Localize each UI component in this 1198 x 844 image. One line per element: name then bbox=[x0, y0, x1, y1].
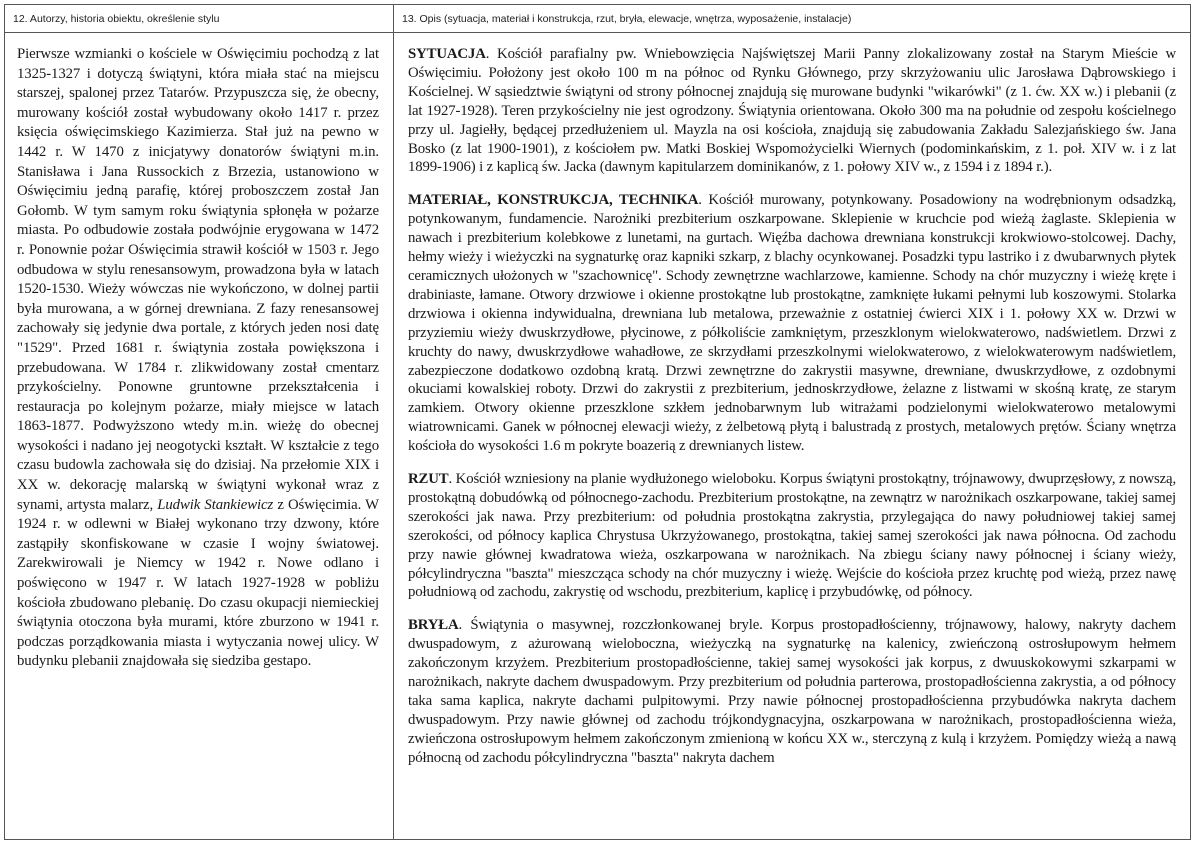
section-heading: SYTUACJA bbox=[408, 46, 486, 62]
right-column-header: 13. Opis (sytuacja, materiał i konstrukcja, rzut, bryła, elewacje, wnętrza, wyposażenie, instalacje) bbox=[394, 5, 1190, 33]
section-heading: RZUT bbox=[408, 471, 449, 488]
section-heading: BRYŁA bbox=[408, 617, 459, 634]
section-body: . Kościół murowany, potynkowany. Posadowiony na wodrębnionym odsadzką, potynkowanym, fundamencie. Narożniki prezbiterium oszkarpowane. Sklepienie w kruchcie pod wieżą żaglaste. Sklepienia w nawach i prezbiterium kolebkowe z lunetami, na gurtach. Więźba dachowa drewniana konstrukcji krokwiowo-stolcowej. Dachy, hełmy wieży i wieżyczki na sygnaturkę oraz kapniki szkarp, z blachy ocynkowanej. Posadzki typu lastriko i z dwubarwnych płytek ceramicznych ułożonych w "szachownicę". Schody zewnętrzne wachlarzowe, kamienne. Schody na chór muzyczny i wieżę kręte i drabiniaste, łamane. Otwory drzwiowe i okienne prostokątne lub prostokątne, zamknięte łukami pełnymi lub koszowymi. Stolarka drzwiowa i okienna indywidualna, drewniana lub metalowa, przeważnie z ostatniej ćwierci XIX i 1. połowy XX w. Drzwi w przyziemiu wieży dwuskrzydłowe, płycinowe, z półkoliście zamkniętym, przeszklonym wielokwaterowo, nadświetlem. Drzwi z kruchty do nawy, dwuskrzydłowe wahadłowe, ze skrzydłami przeszkolnymi wielokwaterowo, z wielokwaterowym nadświetlem, zabezpieczone dodatkowo ozdobną kratą. Drzwi zewnętrzne do zakrystii masywne, drewniane, dwuskrzydłowe, z ozdobnymi okuciami kowalskiej roboty. Drzwi do zakrystii z prezbiterium, jednoskrzydłowe, żelazne z listwami w skośną kratę, ze starym zamkiem. Otwory okienne przeszklone szkłem jednobarwnym lub witrażami podzielonymi wielokwaterowo metalowymi wiatrownicami. Ganek w północnej elewacji wieży, z żelbetową płytą i balustradą z prostych, metalowych prętów. Ściany wnętrza kościoła do wysokości 1.6 m pokryte boazerią z drewnianych listew. bbox=[408, 192, 1177, 455]
section-body: . Kościół parafialny pw. Wniebowzięcia Najświętszej Marii Panny zlokalizowany został na Starym Mieście w Oświęcimiu. Położony jest około 100 m na północ od Rynku Głównego, przy skrzyżowaniu ulic Jarosława Dąbrowskiego i Kościelnej. W sąsiedztwie świątyni od strony północnej znajdują się murowane budynki "wikarówki" (z 1. ćw. XX w.) i plebanii (z lat 1927-1928). Teren przykościelny nie jest ogrodzony. Świątynia orientowana. Około 300 ma na południe od zespołu kościelnego przy ul. Jagiełły, będącej przedłużeniem ul. Mayzla na osi kościoła, znajdują się zabudowania Zakładu Salezjańskiego św. Jana Bosko (z lat 1900-1901), z kościołem pw. Matki Boskiej Wspomożycielki Wiernych (podominkańskim, z 1. poł. XIV w. i z lat 1899-1906) i z kaplicą św. Jacka (dawnym kapitularzem dominikanów, z 1. połowy XIV w., z 1594 i z 1894 r.). bbox=[408, 46, 1176, 176]
section-body: . Świątynia o masywnej, rozczłonkowanej bryle. Korpus prostopadłościenny, trójnawowy, halowy, nakryty dachem dwuspadowym, z ażurowaną wieloboczna, wieżyczką na sygnaturkę na kalenicy, zwieńczoną ostrosłupowym hełmem zakończonym krzyżem. Prezbiterium prostopadłościenne, takiej samej wysokości jak korpus, z dwuuskokowymi szkarpami w narożnikach, nakryte dachem dwuspadowym. Przy prezbiterium od południa parterowa, prostopadłościenna zakrystia, a od północy taka sama kaplica, nakryte dachami pulpitowymi. Przy nawie północnej prostopadłościenna przybudówka nakryta dachem dwuspadowym. Przy nawie głównej od zachodu trójkondygnacyjna, oszkarpowana w narożnikach, prostopadłościenna wieża, zwieńczona ostrosłupowym hełmem zakończonym zmienioną w końcu XX w., sterczyną z kulą i krzyżem. Pomiędzy wieżą a nawą północną od zachodu półcylindryczna "baszta" nakryta dachem bbox=[408, 617, 1176, 766]
section-bryla bbox=[408, 616, 1176, 767]
history-text-part-2: z Oświęcimia. W 1924 r. w odlewni w Białej wykonano trzy dzwony, które zastąpiły skonfiskowane w czasie I wojny światowej. Zarekwirowali je Niemcy w 1942 r. Nowe odlano i poświęcono w 1947 r. W latach 1927-1928 w pobliżu kościoła zbudowano plebanię. Do czasu okupacji niemieckiej świątynia otoczona była murami, które zburzono w 1941 r. podczas porządkowania miasta i wytyczania nowej ulicy. W budynku plebanii znajdowała się siedziba gestapo. bbox=[17, 496, 379, 670]
section-body: . Kościół wzniesiony na planie wydłużonego wieloboku. Korpus świątyni prostokątny, trójnawowy, dwuprzęsłowy, z nowszą, prostokątną dobudówką od północnego-zachodu. Prezbiterium prostokątne, na zewnątrz w narożnikach oszkarpowane, takiej samej szerokości jak nawa. Przy prezbiterium: od południa prostokątna zakrystia, przylegająca do nawy południowej takiej samej szerokości, od północy kaplica Chrystusa Ukrzyżowanego, prostokątna, takiej samej szerokości jak nawa północna. Od zachodu przy nawie głównej kwadratowa wieża, oszkarpowana w narożnikach. Na zbiegu ściany nawy północnej i ściany wieży, półcylindryczna "baszta" mieszcząca schody na chór muzyczny i wieżę. Wejście do kościoła przez kruchtę pod wieżą, przez nawę południową od zachodu, zakrystię od wschodu, prezbiterium, kaplicę i przybudówkę, od północy. bbox=[408, 471, 1176, 601]
description-text bbox=[408, 45, 1176, 782]
right-column bbox=[393, 4, 1191, 840]
history-text-part-1: Pierwsze wzmianki o kościele w Oświęcimiu pochodzą z lat 1325-1327 i dotyczą świątyni, która miała stać na miejscu starszej, spalonej przez Tatarów. Przypuszcza się, że obecny, murowany kościół został wybudowany około 1417 r. przez księcia oświęcimskiego Kazimierza. Stał już na pewno w 1442 r. W 1470 z inicjatywy donatorów świątyni m.in. Stanisława i Jana Russockich z Brzezia, ustanowiono w Oświęcimiu jedną parafię, której proboszczem został Jan Gołomb. W tym samym roku świątynia spłonęła w pożarze miasta. Po odbudowie została podwójnie erygowana w 1472 r. Ponownie pożar Oświęcimia strawił kościół w 1503 r. Jego odbudowa w stylu renesansowym, prowadzona była w latach 1520-1530. Wieży wówczas nie wykończono, w dolnej partii była murowana, a w górnej drewniana. Z fazy renesansowej zachowały się jedynie dwa portale, z których jeden nosi datę "1529". Przed 1681 r. świątynia została powiększona i przebudowana. W 1784 r. zlikwidowany został cmentarz przykościelny. Ponowne gruntowne przekształcenia i restauracja po kolejnym pożarze, miały miejsce w latach 1863-1877. Podwyższono wtedy m.in. wieżę do obecnej wysokości i nadano jej neogotycki kształt. W kształcie z tego czasu budowla zachowała się do dzisiaj. Na przełomie XIX i XX w. dekorację malarską w świątyni wykonał wraz z synami, artysta malarz, bbox=[17, 46, 379, 513]
left-column-header: 12. Autorzy, historia obiektu, określenie stylu bbox=[5, 5, 393, 33]
left-column bbox=[4, 4, 393, 840]
history-text bbox=[17, 45, 379, 672]
section-heading: MATERIAŁ, KONSTRUKCJA, TECHNIKA bbox=[408, 192, 699, 209]
section-rzut bbox=[408, 470, 1176, 602]
artist-name: Ludwik Stankiewicz bbox=[157, 496, 274, 513]
section-material bbox=[408, 191, 1176, 456]
section-sytuacja bbox=[408, 45, 1176, 177]
